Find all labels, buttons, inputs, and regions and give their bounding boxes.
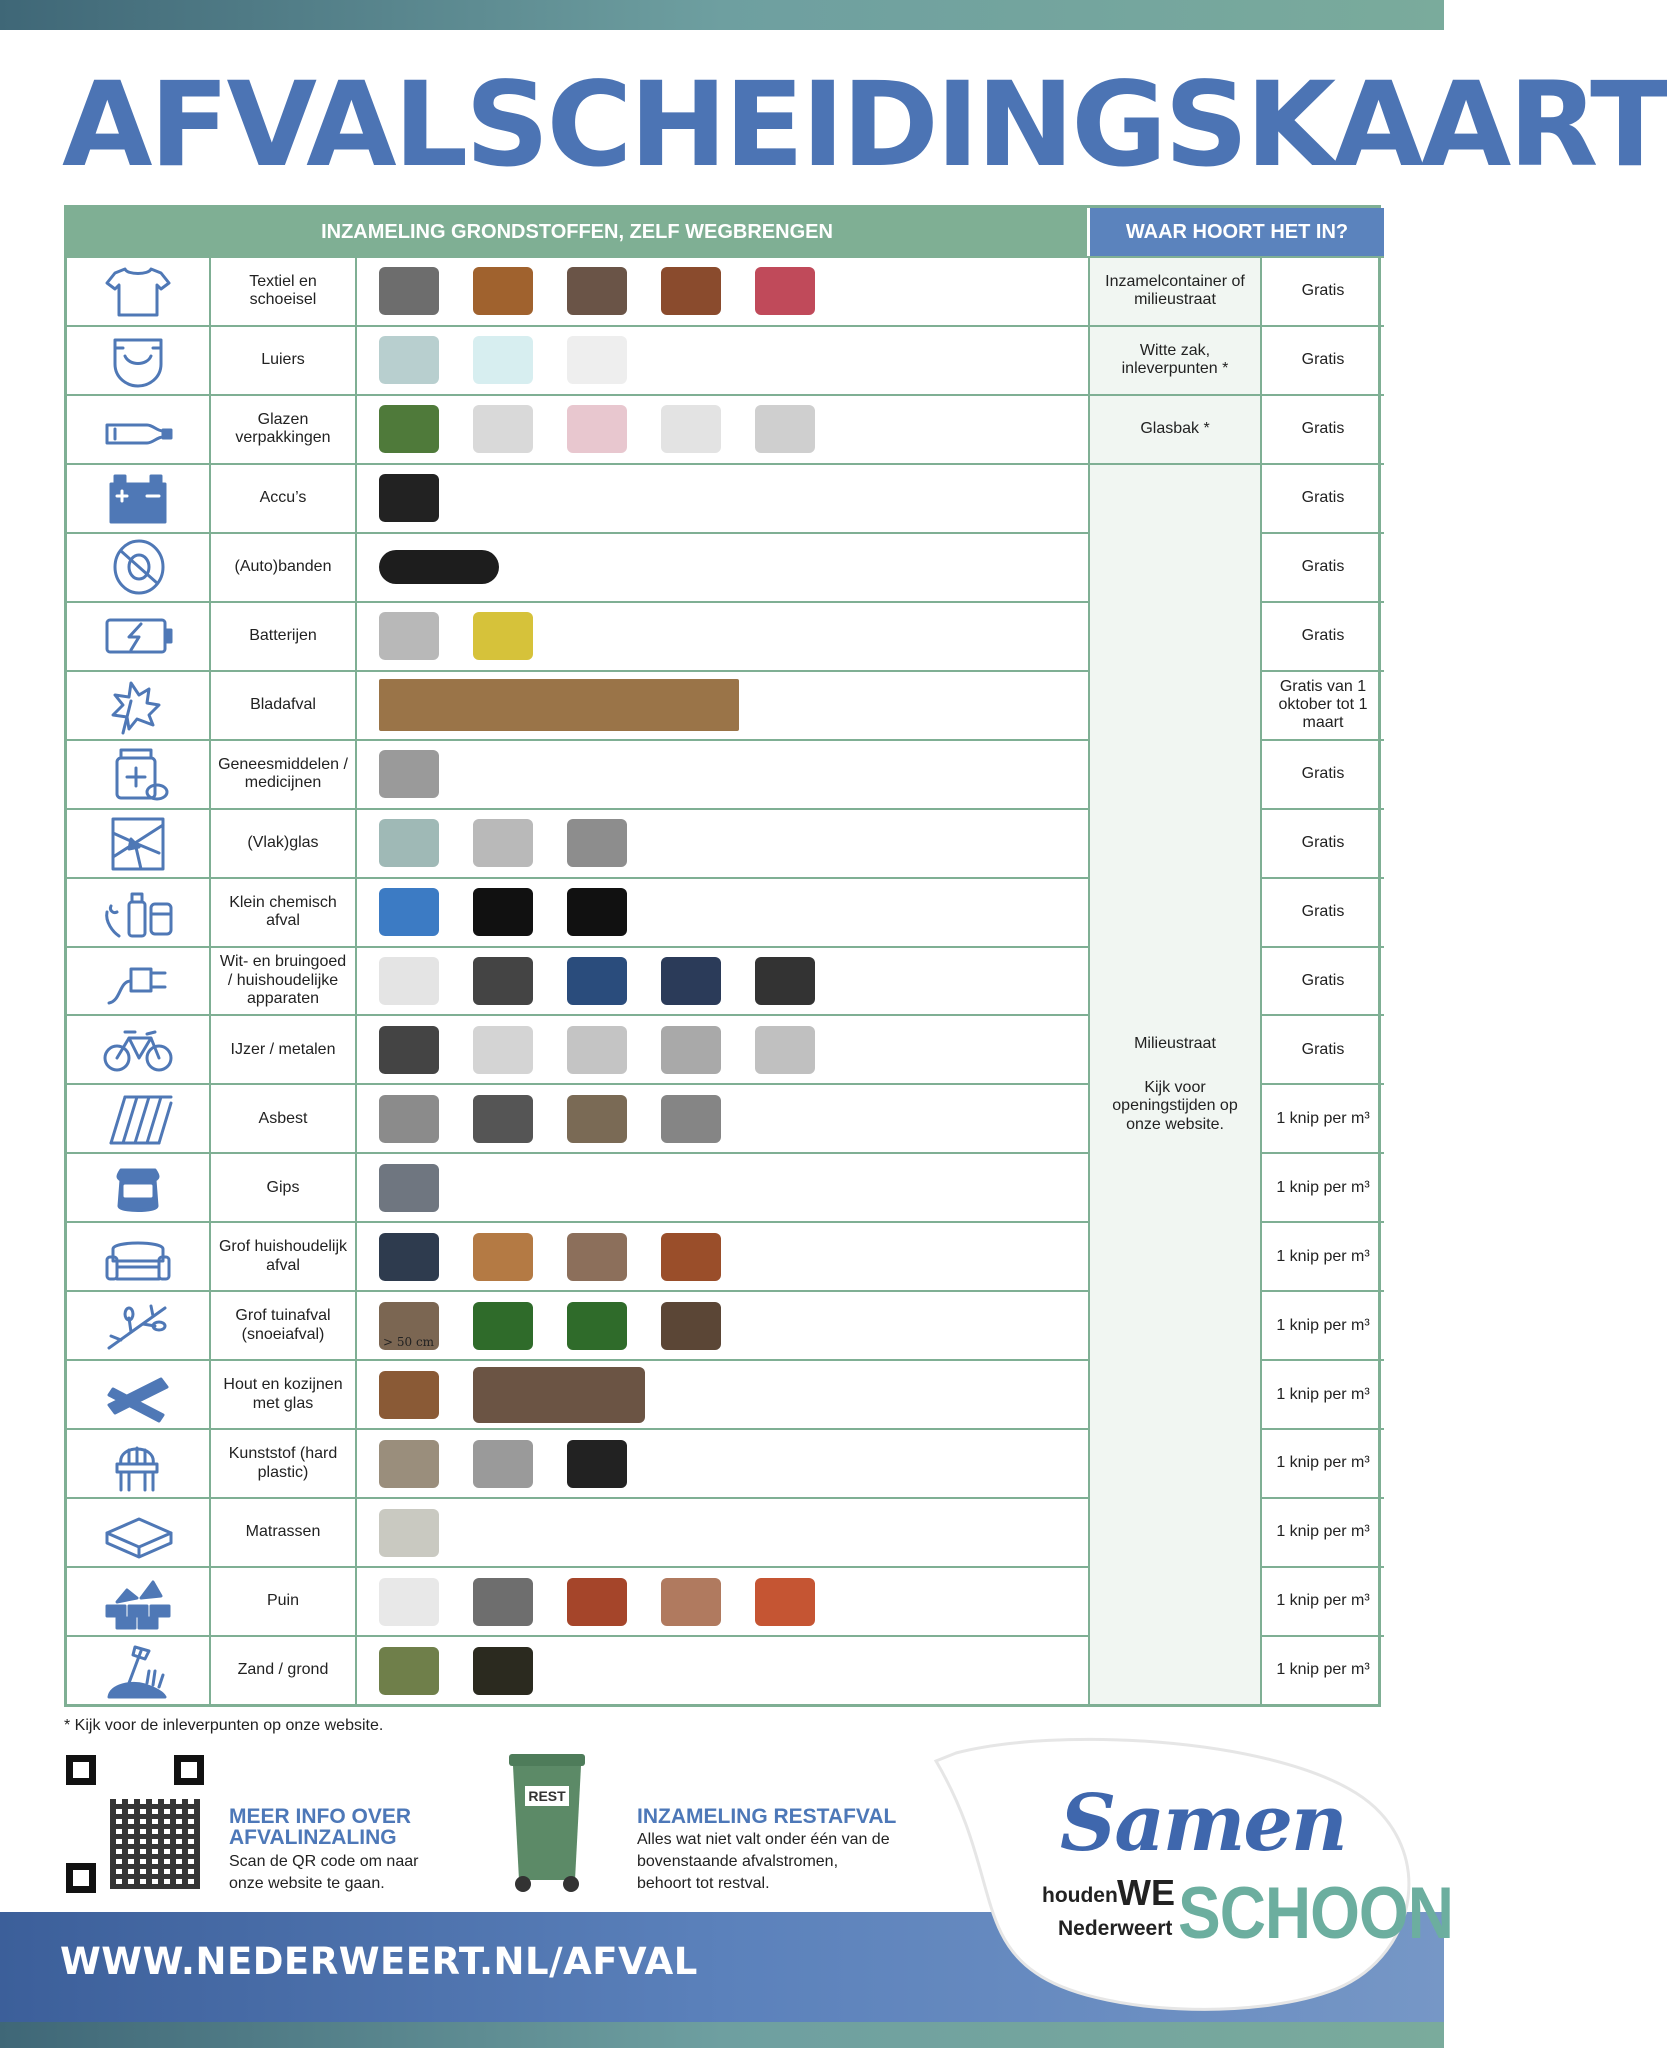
bicycle-icon	[67, 1014, 211, 1083]
price-cell: 1 knip per m³	[1262, 1635, 1384, 1704]
info-text-line1: Scan de QR code om naar	[229, 1853, 419, 1870]
example-image	[379, 819, 439, 867]
category-label: Glazen verpakkingen	[211, 394, 357, 463]
example-image	[755, 1578, 815, 1626]
category-label: IJzer / metalen	[211, 1014, 357, 1083]
info-text-line2: onze website te gaan.	[229, 1875, 385, 1892]
top-color-bar	[0, 0, 1444, 30]
price-cell: 1 knip per m³	[1262, 1290, 1384, 1359]
planks-icon	[67, 1359, 211, 1428]
example-image	[379, 405, 439, 453]
example-image	[567, 405, 627, 453]
website-url[interactable]: WWW.NEDERWEERT.NL/AFVAL	[60, 1940, 698, 1983]
rubble-icon	[67, 1566, 211, 1635]
price-cell: 1 knip per m³	[1262, 1566, 1384, 1635]
category-label: Gips	[211, 1152, 357, 1221]
category-label: Textiel en schoeisel	[211, 256, 357, 325]
diaper-icon	[67, 325, 211, 394]
example-image	[379, 267, 439, 315]
gypsum-bag-icon	[67, 1152, 211, 1221]
example-image	[567, 1578, 627, 1626]
price-cell: Gratis	[1262, 325, 1384, 394]
page-title: AFVALSCHEIDINGSKAART	[62, 56, 1667, 193]
destination-milieustraat	[1090, 463, 1262, 1704]
example-image	[567, 957, 627, 1005]
example-images	[357, 1290, 1090, 1359]
example-image	[473, 1302, 533, 1350]
milieustraat-note: Kijk voor openingstijden op onze website.	[1112, 1079, 1238, 1133]
category-label: Kunststof (hard plastic)	[211, 1428, 357, 1497]
category-label: Grof tuinafval (snoeiafval)	[211, 1290, 357, 1359]
table-header-destination: WAAR HOORT HET IN?	[1090, 208, 1384, 256]
rest-text-line1: Alles wat niet valt onder één van de	[637, 1831, 890, 1848]
example-image	[755, 405, 815, 453]
example-images	[357, 1152, 1090, 1221]
category-label: Klein chemisch afval	[211, 877, 357, 946]
example-image	[755, 267, 815, 315]
example-image	[473, 405, 533, 453]
example-image	[661, 1302, 721, 1350]
example-image	[661, 1578, 721, 1626]
bottom-color-strip	[0, 2022, 1444, 2048]
category-label: Matrassen	[211, 1497, 357, 1566]
example-image	[567, 1095, 627, 1143]
category-label: Grof huishoudelijk afval	[211, 1221, 357, 1290]
bin-label: REST	[528, 1788, 566, 1804]
example-image	[473, 1233, 533, 1281]
leaf-icon	[67, 670, 211, 739]
example-image	[567, 267, 627, 315]
logo-houden: houden	[1042, 1884, 1118, 1907]
price-cell: Gratis	[1262, 739, 1384, 808]
price-cell: 1 knip per m³	[1262, 1083, 1384, 1152]
price-cell: Gratis	[1262, 532, 1384, 601]
bottle-icon	[67, 394, 211, 463]
example-images	[357, 808, 1090, 877]
example-image	[379, 612, 439, 660]
example-image	[473, 888, 533, 936]
example-image	[379, 474, 439, 522]
example-image	[379, 1164, 439, 1212]
example-image	[473, 1367, 645, 1423]
example-images	[357, 325, 1090, 394]
destination-diapers: Witte zak, inleverpunten *	[1090, 325, 1262, 394]
battery-car-icon	[67, 463, 211, 532]
example-image	[567, 1440, 627, 1488]
example-image	[473, 1578, 533, 1626]
price-cell: Gratis	[1262, 1014, 1384, 1083]
example-image	[567, 1026, 627, 1074]
example-images	[357, 1359, 1090, 1428]
example-images	[357, 1221, 1090, 1290]
battery-icon	[67, 601, 211, 670]
price-cell: Gratis	[1262, 946, 1384, 1015]
example-image	[473, 819, 533, 867]
category-label: Bladafval	[211, 670, 357, 739]
example-image	[379, 1026, 439, 1074]
restafval-bin-icon	[507, 1752, 587, 1894]
example-image	[473, 612, 533, 660]
example-images	[357, 739, 1090, 808]
size-note: > 50 cm	[383, 1334, 435, 1349]
example-image	[379, 1440, 439, 1488]
rest-text-line2: bovenstaande afvalstromen,	[637, 1853, 839, 1870]
chemical-icon	[67, 877, 211, 946]
example-images	[357, 1428, 1090, 1497]
info-title-line2: AFVALINZALING	[229, 1826, 397, 1849]
price-cell: Gratis	[1262, 808, 1384, 877]
example-image	[661, 405, 721, 453]
logo-samen: Samen	[1060, 1778, 1346, 1869]
table-header-collection: INZAMELING GRONDSTOFFEN, ZELF WEGBRENGEN	[67, 208, 1090, 256]
price-cell: 1 knip per m³	[1262, 1359, 1384, 1428]
price-cell: 1 knip per m³	[1262, 1428, 1384, 1497]
example-image	[379, 679, 739, 731]
category-label: Geneesmiddelen / medicijnen	[211, 739, 357, 808]
category-label: Hout en kozijnen met glas	[211, 1359, 357, 1428]
price-cell: 1 knip per m³	[1262, 1152, 1384, 1221]
example-images	[357, 463, 1090, 532]
example-images	[357, 394, 1090, 463]
tire-icon	[67, 532, 211, 601]
example-image	[661, 267, 721, 315]
broken-glass-icon	[67, 808, 211, 877]
tshirt-icon	[67, 256, 211, 325]
price-cell: 1 knip per m³	[1262, 1221, 1384, 1290]
example-image	[661, 1233, 721, 1281]
price-cell: Gratis	[1262, 394, 1384, 463]
example-images	[357, 1014, 1090, 1083]
plug-icon	[67, 946, 211, 1015]
category-label: Accu’s	[211, 463, 357, 532]
example-image	[379, 1095, 439, 1143]
price-cell: Gratis	[1262, 256, 1384, 325]
milieustraat-label: Milieustraat	[1134, 1034, 1216, 1052]
example-image	[473, 957, 533, 1005]
waste-table	[64, 205, 1381, 1707]
category-label: Puin	[211, 1566, 357, 1635]
example-image	[661, 1026, 721, 1074]
qr-code[interactable]	[66, 1755, 204, 1893]
category-label: Batterijen	[211, 601, 357, 670]
example-image	[567, 1233, 627, 1281]
example-image	[379, 750, 439, 798]
medicine-icon	[67, 739, 211, 808]
example-images	[357, 1083, 1090, 1152]
info-title-line1: MEER INFO OVER	[229, 1805, 412, 1828]
destination-textile: Inzamelcontainer of milieustraat	[1090, 256, 1262, 325]
destination-glass: Glasbak *	[1090, 394, 1262, 463]
price-cell: Gratis	[1262, 601, 1384, 670]
example-image	[379, 1578, 439, 1626]
rest-text-line3: behoort tot restval.	[637, 1875, 770, 1892]
example-image	[379, 1509, 439, 1557]
example-image	[567, 819, 627, 867]
example-image	[755, 1026, 815, 1074]
price-cell: 1 knip per m³	[1262, 1497, 1384, 1566]
example-images	[357, 670, 1090, 739]
rest-title: INZAMELING RESTAFVAL	[637, 1805, 897, 1828]
example-image	[379, 957, 439, 1005]
example-image	[379, 1371, 439, 1419]
mattress-icon	[67, 1497, 211, 1566]
price-cell: Gratis van 1 oktober tot 1 maart	[1262, 670, 1384, 739]
logo-we: WE	[1117, 1872, 1175, 1913]
shovel-icon	[67, 1635, 211, 1704]
example-image	[661, 957, 721, 1005]
example-image	[755, 957, 815, 1005]
price-cell: Gratis	[1262, 877, 1384, 946]
category-label: Luiers	[211, 325, 357, 394]
category-label: Wit- en bruingoed / huishoudelijke apparaten	[211, 946, 357, 1015]
example-images	[357, 1497, 1090, 1566]
example-image	[567, 888, 627, 936]
example-image	[473, 1095, 533, 1143]
example-images	[357, 946, 1090, 1015]
example-image	[473, 1647, 533, 1695]
example-images	[357, 877, 1090, 946]
example-images	[357, 532, 1090, 601]
example-image	[379, 336, 439, 384]
category-label: Asbest	[211, 1083, 357, 1152]
example-image	[379, 888, 439, 936]
example-image	[379, 1647, 439, 1695]
footnote: * Kijk voor de inleverpunten op onze website.	[64, 1717, 384, 1734]
example-image	[379, 550, 499, 584]
example-images	[357, 1566, 1090, 1635]
example-images	[357, 1635, 1090, 1704]
example-images	[357, 601, 1090, 670]
example-image	[473, 336, 533, 384]
category-label: (Auto)banden	[211, 532, 357, 601]
example-images	[357, 256, 1090, 325]
branch-icon	[67, 1290, 211, 1359]
chair-icon	[67, 1428, 211, 1497]
logo-nederweert: Nederweert	[1058, 1917, 1173, 1940]
logo-schoon: SCHOON	[1178, 1871, 1453, 1954]
example-image	[473, 1440, 533, 1488]
example-image	[567, 1302, 627, 1350]
example-image	[473, 1026, 533, 1074]
example-image	[379, 1233, 439, 1281]
price-cell: Gratis	[1262, 463, 1384, 532]
example-image	[473, 267, 533, 315]
category-label: (Vlak)glas	[211, 808, 357, 877]
category-label: Zand / grond	[211, 1635, 357, 1704]
example-image	[567, 336, 627, 384]
roof-sheet-icon	[67, 1083, 211, 1152]
sofa-icon	[67, 1221, 211, 1290]
example-image	[661, 1095, 721, 1143]
